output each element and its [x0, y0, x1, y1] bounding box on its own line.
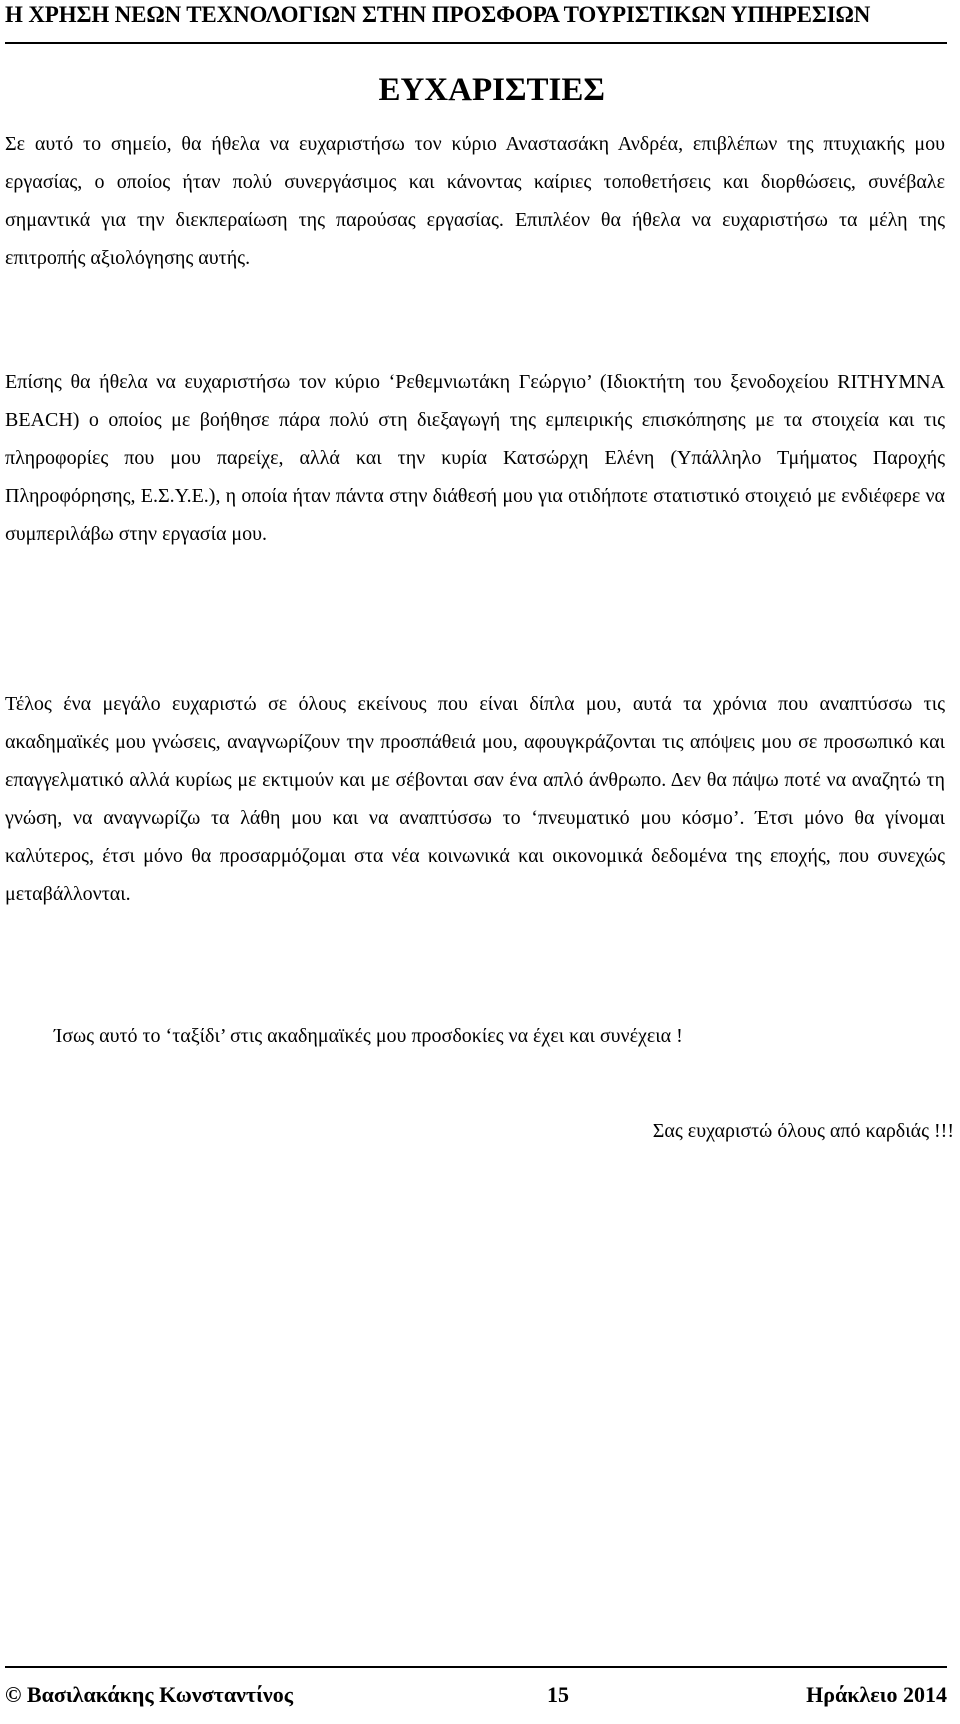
signoff-line: Σας ευχαριστώ όλους από καρδιάς !!!: [652, 1120, 954, 1142]
document-title: Η ΧΡΗΣΗ ΝΕΩΝ ΤΕΧΝΟΛΟΓΙΩΝ ΣΤΗΝ ΠΡΟΣΦΟΡΑ ΤΟΥΡΙΣΤΙΚΩΝ ΥΠΗΡΕΣΙΩΝ: [5, 2, 871, 27]
closing-line: Ίσως αυτό το ‘ταξίδι’ στις ακαδημαϊκές μου προσδοκίες να έχει και συνέχεια !: [54, 1025, 683, 1047]
page-footer: [5, 1666, 947, 1724]
footer-author: © Βασιλακάκης Κωνσταντίνος: [5, 1682, 293, 1707]
page-header: [5, 0, 947, 44]
paragraph-acknowledgment-family: Τέλος ένα μεγάλο ευχαριστώ σε όλους εκείνους που είναι δίπλα μου, αυτά τα χρόνια που αναπτύσσω τις ακαδημαϊκές μου γνώσεις, αναγνωρίζουν την προσπάθειά μου, αφουγκράζονται τις απόψεις μου σε προσωπικό και επαγγελματικό αλλά κυρίως με εκτιμούν και με σέβονται σαν ένα απλό άνθρωπο. Δεν θα πάψω ποτέ να αναζητώ τη γνώση, να αναγνωρίζω τα λάθη μου και να αναπτύσσω το ‘πνευματικό μου κόσμο’. Έτσι μόνο θα γίνομαι καλύτερος, έτσι μόνο θα προσαρμόζομαι στα νέα κοινωνικά και οικονομικά δεδομένα της εποχής, που συνεχώς μεταβάλλονται.: [5, 693, 945, 905]
paragraph-acknowledgment-supervisor: Σε αυτό το σημείο, θα ήθελα να ευχαριστήσω τον κύριο Αναστασάκη Ανδρέα, επιβλέπων της πτυχιακής μου εργασίας, ο οποίος ήταν πολύ συνεργάσιμος και κάνοντας καίριες τοποθετήσεις και διορθώσεις, συνέβαλε σημαντικά για την διεκπεραίωση της παρούσας εργασίας. Επιπλέον θα ήθελα να ευχαριστήσω τα μέλη της επιτροπής αξιολόγησης αυτής.: [5, 133, 945, 269]
footer-page-number: 15: [547, 1682, 569, 1707]
footer-place-date: Ηράκλειο 2014: [806, 1682, 947, 1707]
paragraph-acknowledgment-hotel: Επίσης θα ήθελα να ευχαριστήσω τον κύριο ‘Ρεθεμνιωτάκη Γεώργιο’ (Ιδιοκτήτη του ξενοδοχείου RITHYMNA BEACH) ο οποίος με βοήθησε πάρα πολύ στη διεξαγωγή της εμπειρικής επισκόπησης με τα στοιχεία και τις πληροφορίες που μου παρείχε, αλλά και την κυρία Κατσώρχη Ελένη (Υπάλληλο Τμήματος Παροχής Πληροφόρησης, Ε.Σ.Υ.Ε.), η οποία ήταν πάντα στην διάθεσή μου για οτιδήποτε στατιστικό στοιχειό με ενδιέφερε να συμπεριλάβω στην εργασία μου.: [5, 371, 945, 545]
section-heading: ΕΥΧΑΡΙΣΤΙΕΣ: [378, 72, 605, 108]
